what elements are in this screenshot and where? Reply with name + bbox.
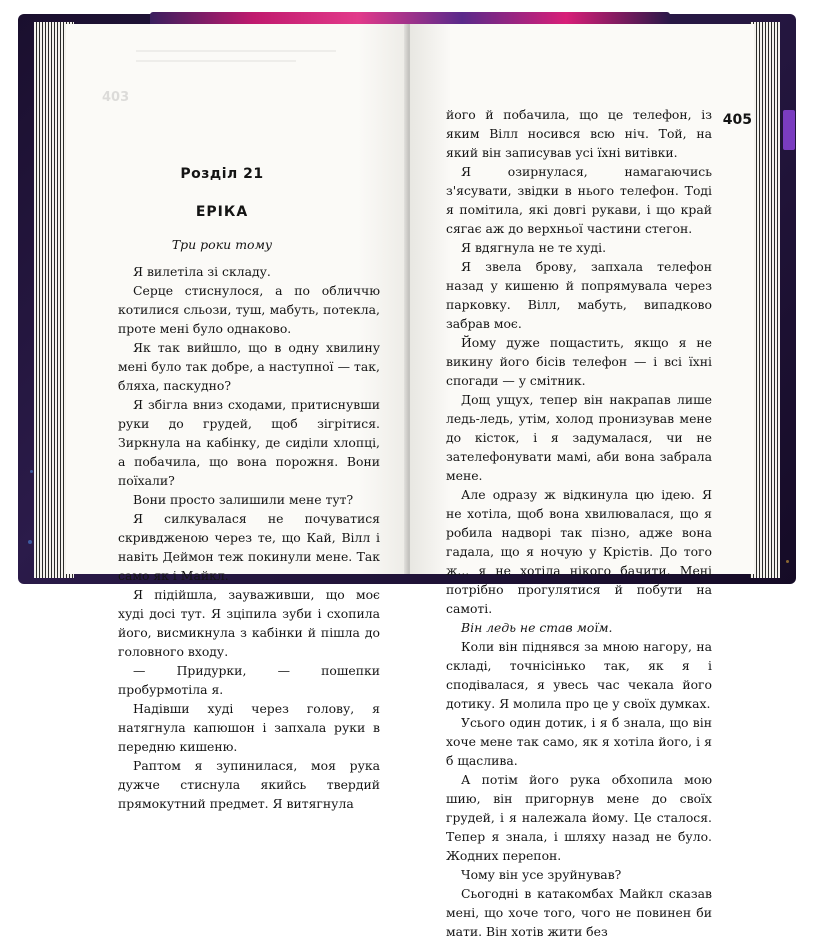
paragraph: Надівши худі через голову, я натягнула капюшон і запхала руки в передню кишеню. [118,701,380,754]
right-page-edges [750,22,780,578]
paragraph: Коли він піднявся за мною нагору, на складі, точнісінько так, як я і сподівалася, я увесь час чекала його дотику. Я молила про це у своїх думках. [446,639,712,711]
bleed-through-line [136,60,296,62]
cover-sparkle [28,540,32,544]
paragraph: Я вдягнула не те худі. [461,240,607,255]
chapter-title: ЕРІКА [195,204,249,220]
page-number: 405 [722,112,752,128]
bleed-through-line [136,50,336,52]
paragraph: Чому він усе зруйнував? [461,867,622,882]
chapter-subtitle: Три роки тому [171,237,273,252]
cover-sparkle [30,470,33,473]
cover-sparkle [786,560,789,563]
paragraph: А потім його рука обхопила мою шию, він пригорнув мене до своїх грудей, і я належала йому. Це сталося. Тепер я знала, і шляху назад не було. Жодних перепон. [446,772,712,863]
paragraph: Сьогодні в катакомбах Майкл сказав мені, що хоче того, чого не повинен би мати. Він хотів жити без [446,886,712,939]
paragraph: Раптом я зупинилася, моя рука дужче стиснула якийсь твердий прямокутний предмет. Я витягнула [118,758,380,811]
chapter-number: Розділ 21 [180,166,264,182]
paragraph: Я вилетіла зі складу. [133,264,271,279]
paragraph: Серце стиснулося, а по обличчю котилися сльози, туш, мабуть, потекла, проте мені було однаково. [118,283,380,336]
paragraph: Дощ ущух, тепер він накрапав лише ледь-ледь, утім, холод пронизував мене до кісток, і я задумалася, чи не зателефонувати мамі, аби вона забрала мене. [446,392,712,483]
paragraph: Як так вийшло, що в одну хвилину мені було так добре, а наступної — так, бляха, паскудно? [118,340,380,393]
bleed-through-page-number: 403 [102,90,130,105]
paragraph: Я силкувалася не почуватися скривдженою через те, що Кай, Вілл і навіть Деймон теж покинули мене. Так само як і Майкл. [118,511,380,583]
paragraph: його й побачила, що це телефон, із яким Вілл носився всю ніч. Той, на який він записував усі їхні витівки. [446,107,712,160]
paragraph: Йому дуже пощастить, якщо я не викину його бісів телефон — і всі їхні спогади — у смітник. [446,335,712,388]
right-page-body [446,105,712,941]
paragraph: Але одразу ж відкинула цю ідею. Я не хотіла, щоб вона хвилювалася, що я робила надворі так пізно, адже вона гадала, що я ночую у Крістів. До того ж... я не хотіла нікого бачити. Мені потрібно прогулятися й побути на самоті. [446,487,712,616]
paragraph: Він ледь не став моїм. [461,620,613,635]
paragraph: Я озирнулася, намагаючись з'ясувати, звідки в нього телефон. Тоді я помітила, які довгі рукави, і що край сягає аж до верхньої частини стегон. [446,164,712,236]
right-page [410,24,754,939]
paragraph: Усього один дотик, і я б знала, що він хоче мене так само, як я хотіла його, і я б щаслива. [446,715,712,768]
paragraph: — Придурки, — пошепки пробурмотіла я. [118,663,380,697]
left-page [66,24,410,811]
paragraph: Я підійшла, зауваживши, що моє худі досі тут. Я зціпила зуби і схопила його, висмикнула з кабінки й пішла до головного входу. [118,587,380,659]
paragraph: Я збігла вниз сходами, притиснувши руки до грудей, щоб зігрітися. Зиркнула на кабінку, де сиділи хлопці, а побачила, що вона порожня. Вони поїхали? [118,397,380,488]
left-page-body [118,262,380,813]
cover-artwork-accent [783,110,795,150]
paragraph: Я звела брову, запхала телефон назад у кишеню й попрямувала через парковку. Вілл, мабуть, випадково забрав моє. [446,259,712,331]
paragraph: Вони просто залишили мене тут? [133,492,354,507]
